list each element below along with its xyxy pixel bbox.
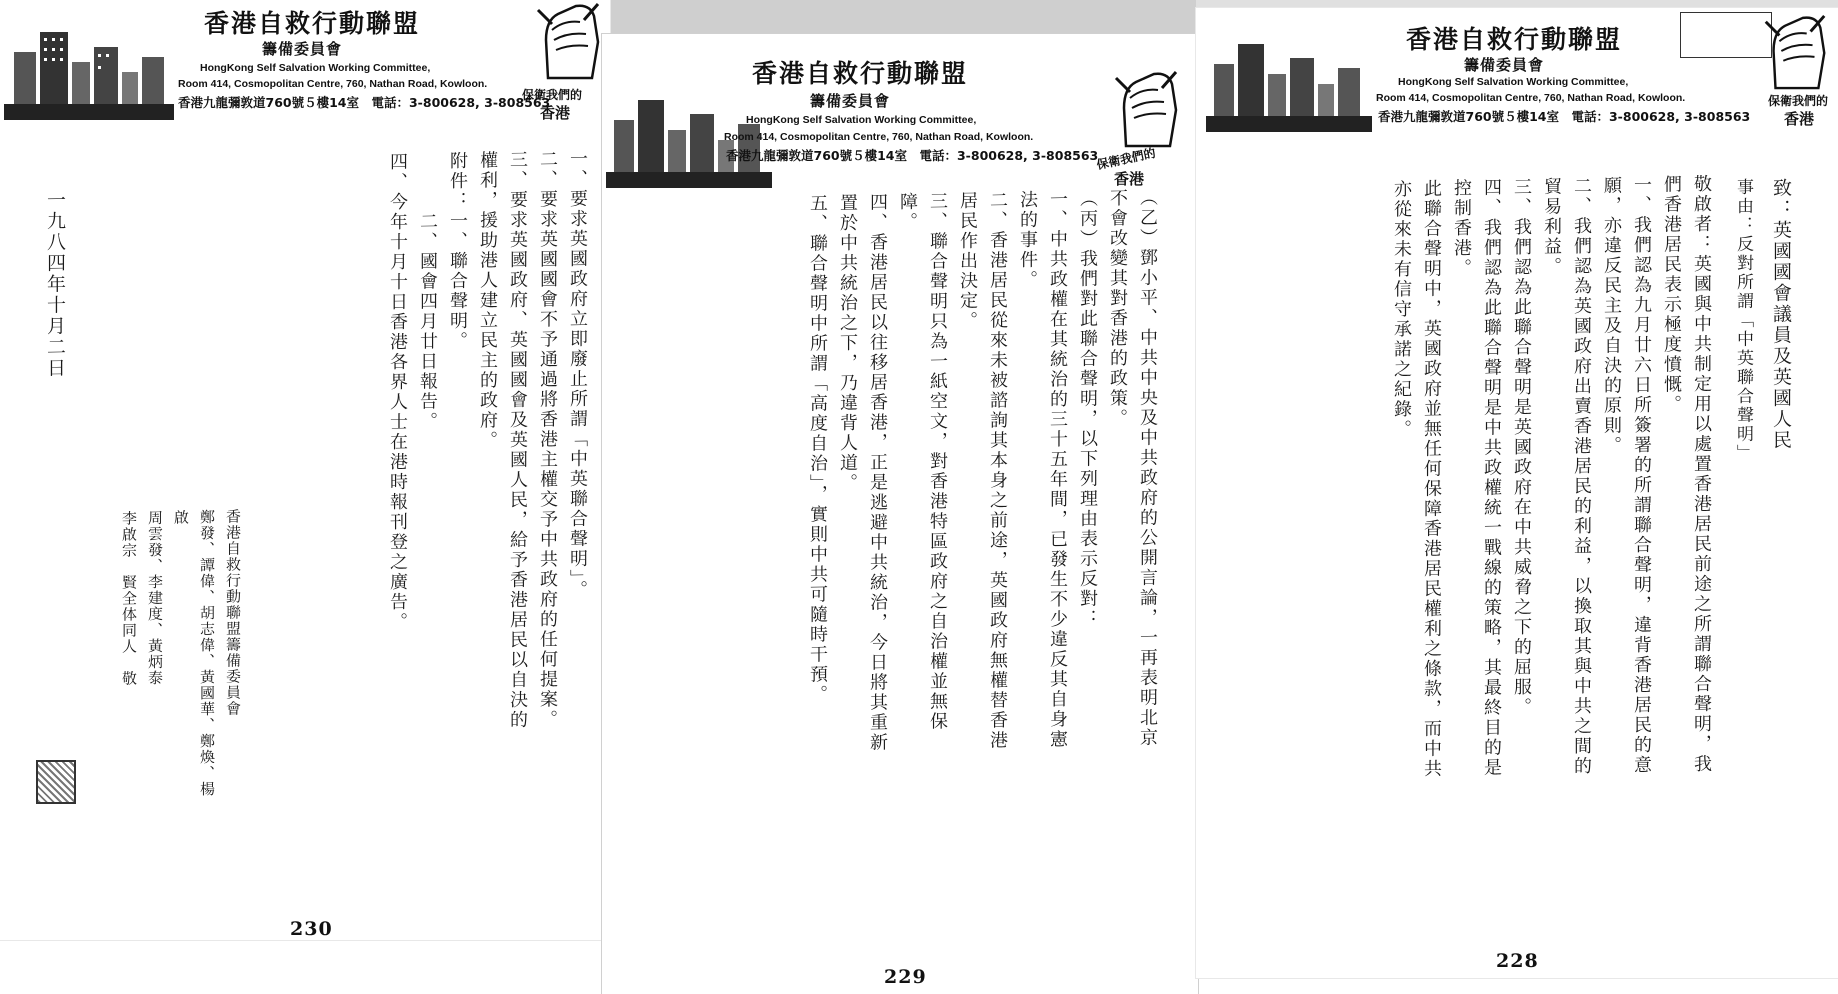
- letterhead-address-en: Room 414, Cosmopolitan Centre, 760, Nathan Road, Kowloon.: [724, 131, 1034, 143]
- letterhead-subtitle: 籌備委員會: [1464, 56, 1545, 74]
- letterhead-title: 香港自救行動聯盟: [752, 59, 969, 88]
- badge-line1: 保衛我們的: [1768, 94, 1829, 108]
- letterhead-subtitle: 籌備委員會: [810, 92, 891, 110]
- letterhead-address-zh: 香港九龍彌敦道760號５樓14室 電話：3-800628, 3-808563: [178, 95, 551, 110]
- fist-emblem-icon: [1106, 68, 1186, 150]
- letterhead: [0, 0, 610, 160]
- page-number: 230: [290, 918, 333, 940]
- badge-line2: 香港: [1784, 110, 1815, 128]
- letter-recipient: 致：英國國會議員及英國人民: [1770, 177, 1792, 452]
- letter-page-228: [1196, 8, 1838, 978]
- letterhead-address-zh: 香港九龍彌敦道760號５樓14室 電話：3-800628, 3-808563: [726, 148, 1099, 163]
- letter-page-229: [602, 34, 1198, 994]
- letterhead-title: 香港自救行動聯盟: [1406, 25, 1623, 54]
- letter-date: 一九八四年十月二日: [44, 189, 66, 380]
- letterhead-name-en: HongKong Self Salvation Working Committee,: [200, 62, 431, 74]
- letterhead-subtitle: 籌備委員會: [262, 40, 343, 58]
- skyline-illustration: [1206, 36, 1372, 132]
- page-number: 229: [884, 966, 927, 988]
- badge-line2: 香港: [540, 104, 571, 122]
- badge-line1: 保衛我們的: [522, 88, 583, 102]
- signature-seal: [36, 760, 76, 804]
- letterhead-address-zh: 香港九龍彌敦道760號５樓14室 電話：3-800628, 3-808563: [1378, 109, 1751, 124]
- badge-line1: 保衛我們的: [1095, 145, 1157, 173]
- letterhead-address-en: Room 414, Cosmopolitan Centre, 760, Nathan Road, Kowloon.: [1376, 92, 1686, 104]
- letterhead-title: 香港自救行動聯盟: [204, 9, 421, 38]
- letterhead-name-en: HongKong Self Salvation Working Committee,: [1398, 76, 1629, 88]
- letterhead-name-en: HongKong Self Salvation Working Committee,: [746, 114, 977, 126]
- badge-line2: 香港: [1114, 170, 1145, 188]
- letterhead: [1196, 8, 1838, 168]
- skyline-illustration: [4, 22, 174, 120]
- letterhead: [602, 34, 1198, 194]
- letterhead-address-en: Room 414, Cosmopolitan Centre, 760, Nathan Road, Kowloon.: [178, 78, 488, 90]
- fist-emblem-icon: [528, 0, 608, 82]
- letter-signatories: 香港自救行動聯盟籌備委員會 鄭發、譚偉、胡志偉、黃國華、鄭煥、楊啟 周雲發、李建度、黃炳泰 李啟宗 賢全体同人 敬: [120, 508, 242, 798]
- page-number: 228: [1496, 950, 1539, 972]
- letter-body: （乙）鄧小平、中共中央及中共政府的公開言論，一再表明北京不會改變其對香港的政策。 （丙）我們對此聯合聲明，以下列理由表示反對： 一、中共政權在其統治的三十五年間，已發生不少違反其自身憲法的事件。 二、香港居民從來未被諮詢其本身之前途，英國政府無權替香港居民作出決定。 三、聯合聲明只為一紙空文，對香港特區政府之自治權並無保障。 四、香港居民以往移居香港，正是逃避中共統治，今日將其重新置於中共統治之下，乃違背人道。 五、聯合聲明中所謂「高度自治」，實則中共可隨時干預。: [807, 187, 1158, 753]
- scan-background-strip: [1196, 0, 1838, 8]
- letter-subject: 事由：反對所謂「中英聯合聲明」: [1733, 177, 1753, 464]
- letter-body: 敬啟者：英國與中共制定用以處置香港居民前途之所謂聯合聲明，我們香港居民表示極度憤慨。 一、我們認為九月廿六日所簽署的所謂聯合聲明，違背香港居民的意願，亦違反民主及自決的原則。 二、我們認為英國政府出賣香港居民的利益，以換取其與中共之間的貿易利益。 三、我們認為此聯合聲明是英國政府在中共威脅之下的屈服。 四、我們認為此聯合聲明是中共政權統一戰線的策略，其最終目的是控制香港。 此聯合聲明中，英國政府並無任何保障香港居民權利之條款，而中共亦從來未有信守承諾之紀錄。: [1391, 173, 1712, 780]
- letter-body: 一、要求英國政府立即廢止所謂「中英聯合聲明」。 二、要求英國國會不予通過將香港主權交予中共政府的任何提案。 三、要求英國政府、英國國會及英國人民，給予香港居民以自決的權利，援助港人建立民主的政府。 附件：一、聯合聲明。 二、國會四月廿日報告。 四、今年十月十日香港各界人士在港時報刊登之廣告。: [387, 148, 588, 731]
- letter-page-230: [0, 0, 610, 940]
- fist-emblem-icon: [1756, 12, 1834, 92]
